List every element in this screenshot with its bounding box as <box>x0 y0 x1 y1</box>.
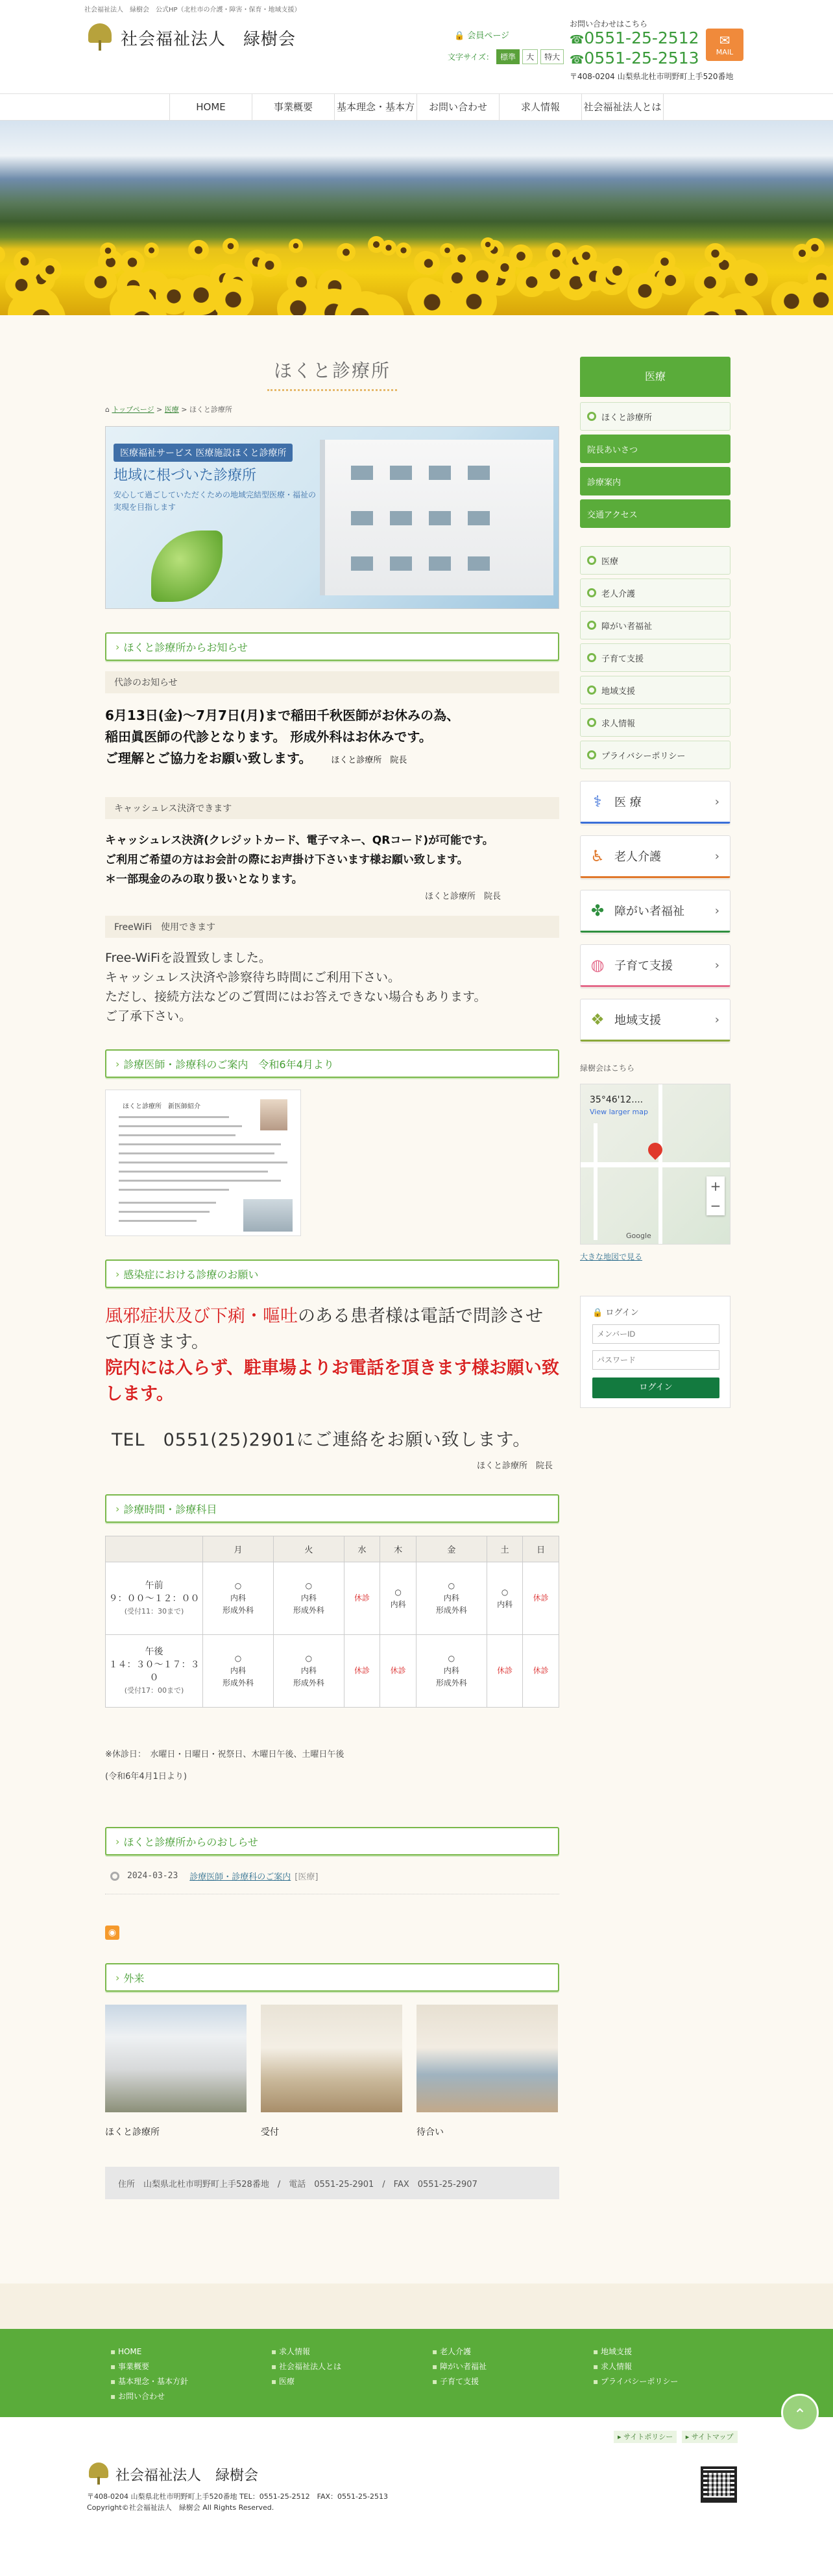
top-tagline: 社会福祉法人 緑樹会 公式HP（北杜市の介護・障害・保育・地域支援） <box>84 6 301 14</box>
sunflower-graphic <box>213 279 254 315</box>
sidebar-item[interactable]: 院長あいさつ <box>580 435 730 463</box>
category-banner[interactable]: ✤ 障がい者福祉 › <box>580 890 730 933</box>
schedule-table <box>105 1536 559 1708</box>
footer-nav <box>0 2329 833 2417</box>
schedule-row <box>106 1635 559 1708</box>
sunflower-graphic <box>705 243 725 264</box>
schedule-cell: ○ 内科 形成外科 <box>416 1635 487 1708</box>
login-title: 🔒 ログイン <box>592 1308 639 1318</box>
schedule-cell: ○ 内科 <box>380 1562 416 1635</box>
bullet-icon <box>587 556 596 565</box>
clinic-address-bar: 住所 山梨県北杜市明野町上手528番地 / 電話 0551-25-2901 / FAX 0551-25-2907 <box>105 2167 559 2199</box>
chevron-right-icon: › <box>714 794 719 809</box>
doctor-photo <box>260 1099 287 1130</box>
substitute-notice: 6月13日(金)～7月7日(月)まで稲田千秋医師がお休みの為、 稲田眞医師の代診となります。 形成外科はお休みです。 ご理解とご協力をお願い致します。 ほくと診療所 院長 <box>105 708 460 766</box>
main-content <box>105 357 559 2199</box>
contact-label: お問い合わせはこちら <box>570 19 648 29</box>
breadcrumb: ⌂ トップページ > 医療 > ほくと診療所 <box>105 405 232 414</box>
map-zoom-control[interactable]: + − <box>706 1176 725 1215</box>
font-size-switcher <box>448 49 564 64</box>
banner-subtext: 安心して過ごしていただくための地域完結型医療・福祉の実現を目指します <box>114 490 317 512</box>
schedule-cell: 休診 <box>380 1635 416 1708</box>
map-attribution: Google <box>626 1232 651 1240</box>
sunflower-graphic <box>381 240 396 256</box>
clinic-building-photo <box>320 440 553 595</box>
clinic-exterior-photo <box>105 2005 247 2112</box>
sunflower-graphic <box>734 263 768 296</box>
footer-nav-column <box>593 2344 754 2417</box>
bullet-icon <box>587 750 596 759</box>
doctor-intro-document[interactable] <box>105 1090 301 1236</box>
breadcrumb-parent[interactable]: 医療 <box>164 405 179 414</box>
footer-nav-column <box>110 2344 271 2417</box>
map-coordinates: 35°46'12.... <box>590 1095 644 1105</box>
bullet-icon <box>110 1872 119 1881</box>
login-button[interactable]: ログイン <box>592 1377 719 1398</box>
footer-bottom <box>0 2456 833 2527</box>
sunflower-graphic <box>258 254 281 277</box>
font-size-label: 文字サイズ： <box>448 53 494 62</box>
gnav-recruit[interactable]: 求人情報 <box>499 94 581 120</box>
schedule-cell: 休診 <box>523 1635 559 1708</box>
footer-spacer <box>0 2199 833 2284</box>
leaf-graphic <box>151 531 223 602</box>
sunflower-graphic <box>417 252 441 275</box>
gnav-home[interactable]: HOME <box>169 94 252 120</box>
phone-1[interactable]: ☎0551-25-2512 <box>570 29 699 47</box>
infection-notice: 風邪症状及び下痢・嘔吐のある患者様は電話で問診させて頂きます。 <box>105 1306 543 1352</box>
sidebar-item[interactable]: ほくと診療所 <box>580 402 730 431</box>
bullet-icon <box>587 621 596 630</box>
sidebar-heading[interactable]: 医療 <box>580 357 730 397</box>
footer-nav-link[interactable]: ▪ HOME <box>110 2344 271 2359</box>
footer-nav-link[interactable]: ▪ 老人介護 <box>432 2344 593 2359</box>
category-icon: ♿ <box>590 847 605 865</box>
chevron-right-icon: › <box>115 1835 120 1848</box>
chevron-right-icon: › <box>115 1502 120 1515</box>
section-gaikan-heading: › 外来 <box>105 1963 559 1992</box>
sidebar-item[interactable]: 子育て支援 <box>580 643 730 672</box>
map-label: 緑樹会はこちら <box>580 1064 635 1073</box>
login-box <box>580 1296 730 1408</box>
global-nav <box>0 93 833 121</box>
page-title: ほくと診療所 <box>273 360 391 381</box>
infection-parking-notice: 院内には入らず、駐車場よりお電話を頂きます様お願い致します。 <box>105 1358 559 1404</box>
sunflower-graphic <box>100 243 116 259</box>
sunflower-graphic <box>396 243 411 258</box>
schedule-cell: 休診 <box>344 1635 380 1708</box>
sitemap-link[interactable]: ▸ サイトマップ <box>682 2431 738 2443</box>
section-news-heading: › ほくと診療所からお知らせ <box>105 632 559 661</box>
category-icon: ◍ <box>590 956 605 974</box>
chevron-right-icon: › <box>714 849 719 863</box>
sidebar-item[interactable]: 地域支援 <box>580 676 730 704</box>
schedule-memo: ※休診日： 水曜日・日曜日・祝祭日、木曜日午後、土曜日午後 (令和6年4月1日より) <box>105 1750 344 1782</box>
tree-logo-icon <box>86 23 114 52</box>
schedule-cell: ○ 内科 形成外科 <box>203 1635 274 1708</box>
sidebar-item[interactable]: 交通アクセス <box>580 499 730 528</box>
schedule-cell: 休診 <box>523 1562 559 1635</box>
schedule-day: 水 <box>344 1536 380 1562</box>
gallery-item[interactable] <box>261 2005 402 2138</box>
schedule-cell: ○ 内科 形成外科 <box>273 1635 344 1708</box>
member-page-link[interactable]: 🔒 会員ページ <box>454 31 510 41</box>
footer-illustration <box>0 2284 833 2329</box>
schedule-corner <box>106 1536 203 1562</box>
category-icon: ⚕ <box>593 793 602 811</box>
home-icon: ⌂ <box>105 405 110 414</box>
footer-address: 〒408-0204 山梨県北杜市明野町上手520番地 TEL：0551-25-2512 FAX：0551-25-2513 Copyright©社会福祉法人 緑樹会 All Rights Reserved. <box>87 2492 388 2512</box>
cashless-signature: ほくと診療所 院長 <box>424 892 501 901</box>
category-icon: ✤ <box>590 901 605 920</box>
site-header <box>0 17 833 93</box>
map-larger-link[interactable]: 大きな地図で見る <box>580 1252 643 1261</box>
schedule-row <box>106 1562 559 1635</box>
sunflower-graphic <box>223 238 239 254</box>
mail-button[interactable]: ✉ MAIL <box>706 29 743 61</box>
doctor-doc-title: ほくと診療所 新医師紹介 <box>123 1103 200 1110</box>
fax-icon: ☎ <box>570 53 585 67</box>
footer-nav-link[interactable]: ▪ 求人情報 <box>271 2344 432 2359</box>
header-address: 〒408-0204 山梨県北杜市明野町上手520番地 <box>570 72 734 81</box>
gallery-caption: 受付 <box>261 2127 279 2138</box>
banner-headline: 地域に根づいた診療所 <box>114 468 257 484</box>
sunflower-graphic <box>440 243 455 258</box>
sunflower-graphic <box>516 267 547 298</box>
subheading-wifi: FreeWiFi 使用できます <box>105 916 559 938</box>
category-banner[interactable]: ❖ 地域支援 › <box>580 999 730 1042</box>
gnav-business[interactable]: 事業概要 <box>252 94 334 120</box>
sidebar-item[interactable]: 障がい者福祉 <box>580 611 730 639</box>
breadcrumb-current: ほくと診療所 <box>189 405 232 414</box>
sunflower-graphic <box>337 243 356 262</box>
footer-links <box>0 2405 833 2456</box>
gallery-item[interactable] <box>416 2005 558 2138</box>
sunflower-graphic <box>14 250 36 272</box>
bullet-icon <box>587 588 596 597</box>
category-banners <box>580 781 730 1042</box>
schedule-cell: ○ 内科 形成外科 <box>203 1562 274 1635</box>
schedule-time-slot: 午前 ９：００～１２：００ (受付11：30まで) <box>106 1562 203 1635</box>
qr-code-icon <box>701 2466 737 2503</box>
map-view-larger[interactable]: View larger map <box>590 1108 648 1116</box>
gallery-caption: ほくと診療所 <box>105 2127 160 2138</box>
sunflower-graphic <box>509 244 533 268</box>
sidebar-item[interactable]: プライバシーポリシー <box>580 741 730 769</box>
news-date: 2024-03-23 <box>127 1871 178 1881</box>
hero-sunflower-image <box>0 121 833 315</box>
schedule-cell: 休診 <box>344 1562 380 1635</box>
news-category: [医療] <box>295 1872 319 1882</box>
schedule-day: 木 <box>380 1536 416 1562</box>
section-infection-heading: › 感染症における診療のお願い <box>105 1259 559 1288</box>
phone-2[interactable]: ☎0551-25-2513 <box>570 49 699 67</box>
sidebar <box>580 357 730 2199</box>
sidebar-submenu <box>580 402 730 528</box>
schedule-cell: ○ 内科 形成外科 <box>273 1562 344 1635</box>
page-top-button[interactable]: ⌃ <box>781 2394 819 2431</box>
bullet-icon <box>587 718 596 727</box>
chevron-right-icon: › <box>714 958 719 972</box>
footer-nav-link[interactable]: ▪ 事業概要 <box>110 2359 271 2374</box>
mail-icon: ✉ <box>719 32 730 48</box>
schedule-day: 日 <box>523 1536 559 1562</box>
chevron-right-icon: › <box>115 640 120 653</box>
member-id-input[interactable] <box>592 1324 719 1344</box>
copyright: Copyright©社会福祉法人 緑樹会 All Rights Reserved. <box>87 2503 274 2512</box>
gallery-caption: 待合い <box>416 2127 444 2138</box>
section-schedule-heading: › 診療時間・診療科目 <box>105 1494 559 1523</box>
footer-nav-column <box>271 2344 432 2417</box>
clinic-phone-notice: TEL 0551(25)2901にご連絡をお願い致します。 <box>112 1430 531 1450</box>
news-link[interactable]: 診療医師・診療科のご案内 <box>189 1872 291 1882</box>
sidebar-item[interactable]: 求人情報 <box>580 708 730 737</box>
sunflower-graphic <box>605 258 630 283</box>
banner-tagline: 医療福祉サービス 医療施設ほくと診療所 <box>114 444 293 462</box>
gnav-about[interactable]: 社会福祉法人とは <box>581 94 664 120</box>
footer-nav-link[interactable]: ▪ 社会福祉法人とは <box>271 2359 432 2374</box>
site-logo[interactable] <box>86 23 296 52</box>
rss-icon[interactable]: ◉ <box>105 1926 119 1940</box>
category-banner[interactable]: ⚕ 医 療 › <box>580 781 730 824</box>
footer-nav-link[interactable]: ▪ 子育て支援 <box>432 2374 593 2389</box>
schedule-day: 土 <box>487 1536 523 1562</box>
category-icon: ❖ <box>590 1010 605 1029</box>
google-map[interactable] <box>580 1084 730 1245</box>
schedule-day: 月 <box>203 1536 274 1562</box>
wifi-notice: Free-WiFiを設置致しました。 キャッシュレス決済や診察待ち時間にご利用下さい。 ただし、接続方法などのご質問にはお答えできない場合もあります。 ご了承下さい。 <box>105 951 487 1023</box>
footer-nav-link[interactable]: ▪ 基本理念・基本方針 <box>110 2374 271 2389</box>
sidebar-item[interactable]: 老人介護 <box>580 578 730 607</box>
phone-icon: ☎ <box>570 33 585 47</box>
font-size-standard[interactable]: 標準 <box>496 49 520 64</box>
footer-nav-link[interactable]: ▪ 医療 <box>271 2374 432 2389</box>
title-divider <box>267 389 397 391</box>
footer-nav-link[interactable]: ▪ 地域支援 <box>593 2344 754 2359</box>
site-policy-link[interactable]: ▸ サイトポリシー <box>614 2431 677 2443</box>
schedule-cell: ○ 内科 形成外科 <box>416 1562 487 1635</box>
sunflower-graphic <box>188 240 209 261</box>
clinic-thumbnail <box>243 1199 293 1232</box>
chevron-right-icon: › <box>115 1267 120 1280</box>
sidebar-item[interactable]: 診療案内 <box>580 467 730 495</box>
font-size-xlarge[interactable]: 特大 <box>540 49 564 64</box>
category-banner[interactable]: ◍ 子育て支援 › <box>580 944 730 987</box>
sunflower-graphic <box>289 239 304 254</box>
footer-nav-column <box>432 2344 593 2417</box>
site-name: 社会福祉法人 緑樹会 <box>121 29 296 49</box>
cashless-notice: キャッシュレス決済(クレジットカード、電子マネー、QRコード)が可能です。 ご利用ご希望の方はお会計の際にお声掛け下さいます様お願い致します。 ＊一部現金のみの取り扱いとなります。 <box>105 834 494 886</box>
gallery-item[interactable] <box>105 2005 247 2138</box>
subheading-substitute: 代診のお知らせ <box>105 671 559 693</box>
sunflower-graphic <box>144 243 159 257</box>
photo-gallery <box>105 2005 559 2138</box>
infection-signature: ほくと診療所 院長 <box>476 1461 553 1471</box>
bullet-icon <box>587 653 596 662</box>
bullet-icon <box>587 412 596 421</box>
gnav-philosophy[interactable]: 基本理念・基本方 <box>334 94 416 120</box>
bullet-icon <box>587 686 596 695</box>
schedule-cell: ○ 内科 <box>487 1562 523 1635</box>
sidebar-category-menu <box>580 546 730 769</box>
chevron-right-icon: › <box>714 903 719 918</box>
section-updates-heading: › ほくと診療所からのおしらせ <box>105 1827 559 1855</box>
footer-nav-link[interactable]: ▪ 障がい者福祉 <box>432 2359 593 2374</box>
category-banner[interactable]: ♿ 老人介護 › <box>580 835 730 878</box>
footer-nav-link[interactable]: ▪ プライバシーポリシー <box>593 2374 754 2389</box>
chevron-right-icon: › <box>115 1971 120 1984</box>
sidebar-item[interactable]: 医療 <box>580 546 730 575</box>
schedule-time-slot: 午後 １４：３０～１７：３０ (受付17：00まで) <box>106 1635 203 1708</box>
sunflower-graphic <box>0 246 5 263</box>
content-wrapper <box>0 315 833 2329</box>
sunflower-graphic <box>38 258 62 281</box>
section-doctor-heading: › 診療医師・診療科のご案内 令和6年4月より <box>105 1049 559 1078</box>
schedule-day: 火 <box>273 1536 344 1562</box>
waiting-room-photo <box>416 2005 558 2112</box>
subheading-cashless: キャッシュレス決済できます <box>105 797 559 819</box>
clinic-banner-image <box>105 426 559 609</box>
tree-logo-icon <box>87 2463 110 2486</box>
reception-photo <box>261 2005 402 2112</box>
chevron-right-icon: › <box>714 1012 719 1027</box>
chevron-right-icon: › <box>115 1057 120 1070</box>
footer-nav-link[interactable]: ▪ 求人情報 <box>593 2359 754 2374</box>
schedule-cell: 休診 <box>487 1635 523 1708</box>
news-item <box>105 1870 559 1894</box>
footer-site-name: 社会福祉法人 緑樹会 <box>115 2467 259 2484</box>
font-size-large[interactable]: 大 <box>522 49 538 64</box>
schedule-day: 金 <box>416 1536 487 1562</box>
breadcrumb-home[interactable]: トップページ <box>112 405 154 414</box>
gnav-contact[interactable]: お問い合わせ <box>416 94 499 120</box>
password-input[interactable] <box>592 1350 719 1370</box>
sunflower-graphic <box>793 244 812 263</box>
notice-signature: ほくと診療所 院長 <box>331 756 407 765</box>
footer-logo[interactable] <box>87 2463 258 2486</box>
footer-nav-link[interactable]: ▪ お問い合わせ <box>110 2389 271 2404</box>
